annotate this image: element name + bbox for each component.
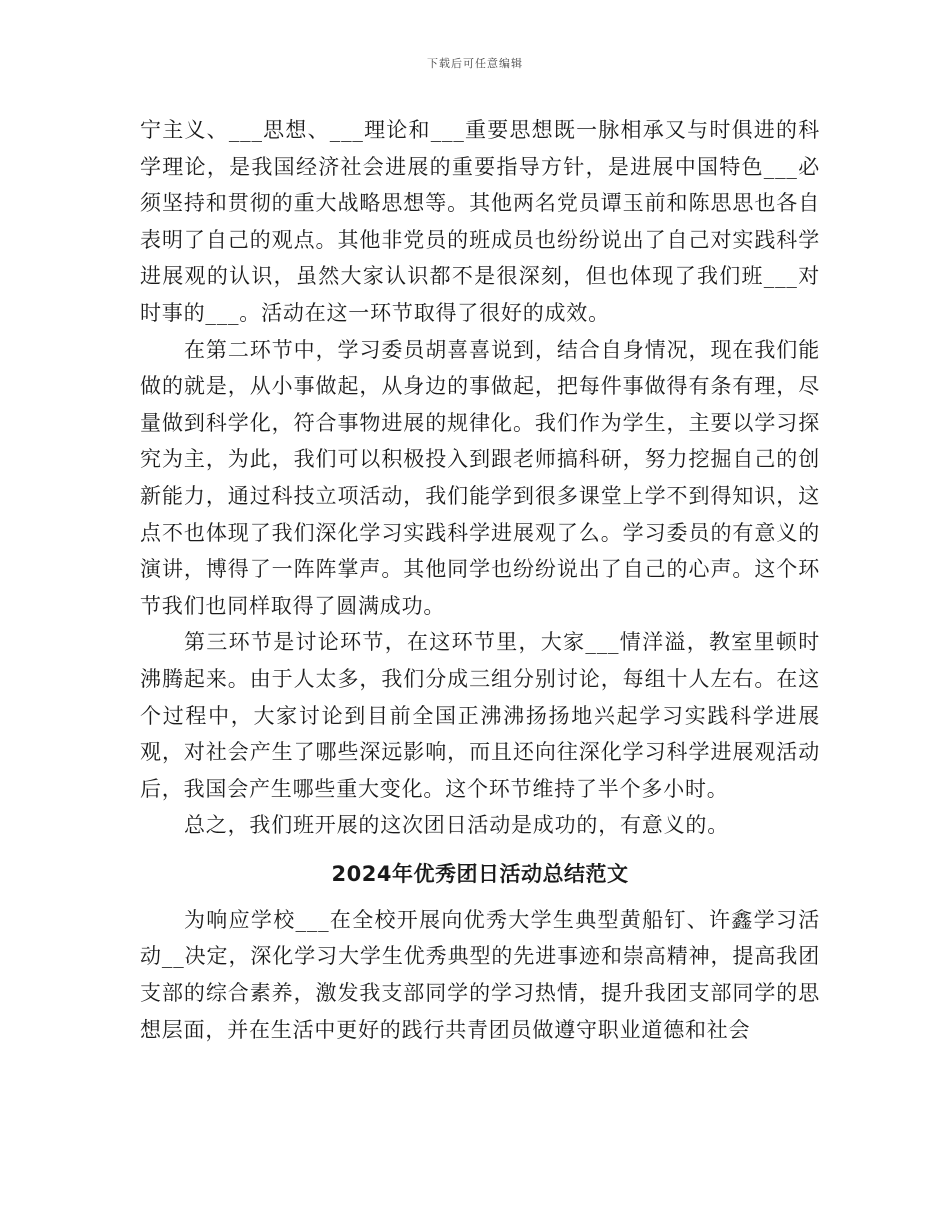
document-body bbox=[140, 112, 820, 1048]
paragraph-third-segment: 第三环节是讨论环节，在这环节里，大家___情洋溢，教室里顿时沸腾起来。由于人太多，我们分成三组分别讨论，每组十人左右。在这个过程中，大家讨论到目前全国正沸沸扬扬地兴起学习实践科学进展观，对社会产生了哪些深远影响，而且还向往深化学习科学进展观活动后，我国会产生哪些重大变化。这个环节维持了半个多小时。 bbox=[140, 630, 820, 801]
paragraph-continuation: 宁主义、___思想、___理论和___重要思想既一脉相承又与时俱进的科学理论，是我国经济社会进展的重要指导方针，是进展中国特色___必须坚持和贯彻的重大战略思想等。其他两名党员谭玉前和陈思思也各自表明了自己的观点。其他非党员的班成员也纷纷说出了自己对实践科学进展观的认识，虽然大家认识都不是很深刻，但也体现了我们班___对时事的___。活动在这一环节取得了很好的成效。 bbox=[140, 118, 820, 325]
paragraph-intro: 为响应学校___在全校开展向优秀大学生典型黄船钉、许鑫学习活动__决定，深化学习大学生优秀典型的先进事迹和崇高精神，提高我团支部的综合素养，激发我支部同学的学习热情，提升我团支部同学的思想层面，并在生活中更好的践行共青团员做遵守职业道德和社会 bbox=[140, 907, 820, 1042]
page-header: 下载后可任意编辑 bbox=[427, 57, 523, 70]
paragraph-second-segment: 在第二环节中，学习委员胡喜喜说到，结合自身情况，现在我们能做的就是，从小事做起，从身边的事做起，把每件事做得有条有理，尽量做到科学化，符合事物进展的规律化。我们作为学生，主要以学习探究为主，为此，我们可以积极投入到跟老师搞科研，努力挖掘自己的创新能力，通过科技立项活动，我们能学到很多课堂上学不到得知识，这点不也体现了我们深化学习实践科学进展观了么。学习委员的有意义的演讲，博得了一阵阵掌声。其他同学也纷纷说出了自己的心声。这个环节我们也同样取得了圆满成功。 bbox=[140, 337, 820, 618]
section-title: 2024年优秀团日活动总结范文 bbox=[331, 861, 629, 886]
paragraph-conclusion: 总之，我们班开展的这次团日活动是成功的，有意义的。 bbox=[184, 813, 729, 838]
